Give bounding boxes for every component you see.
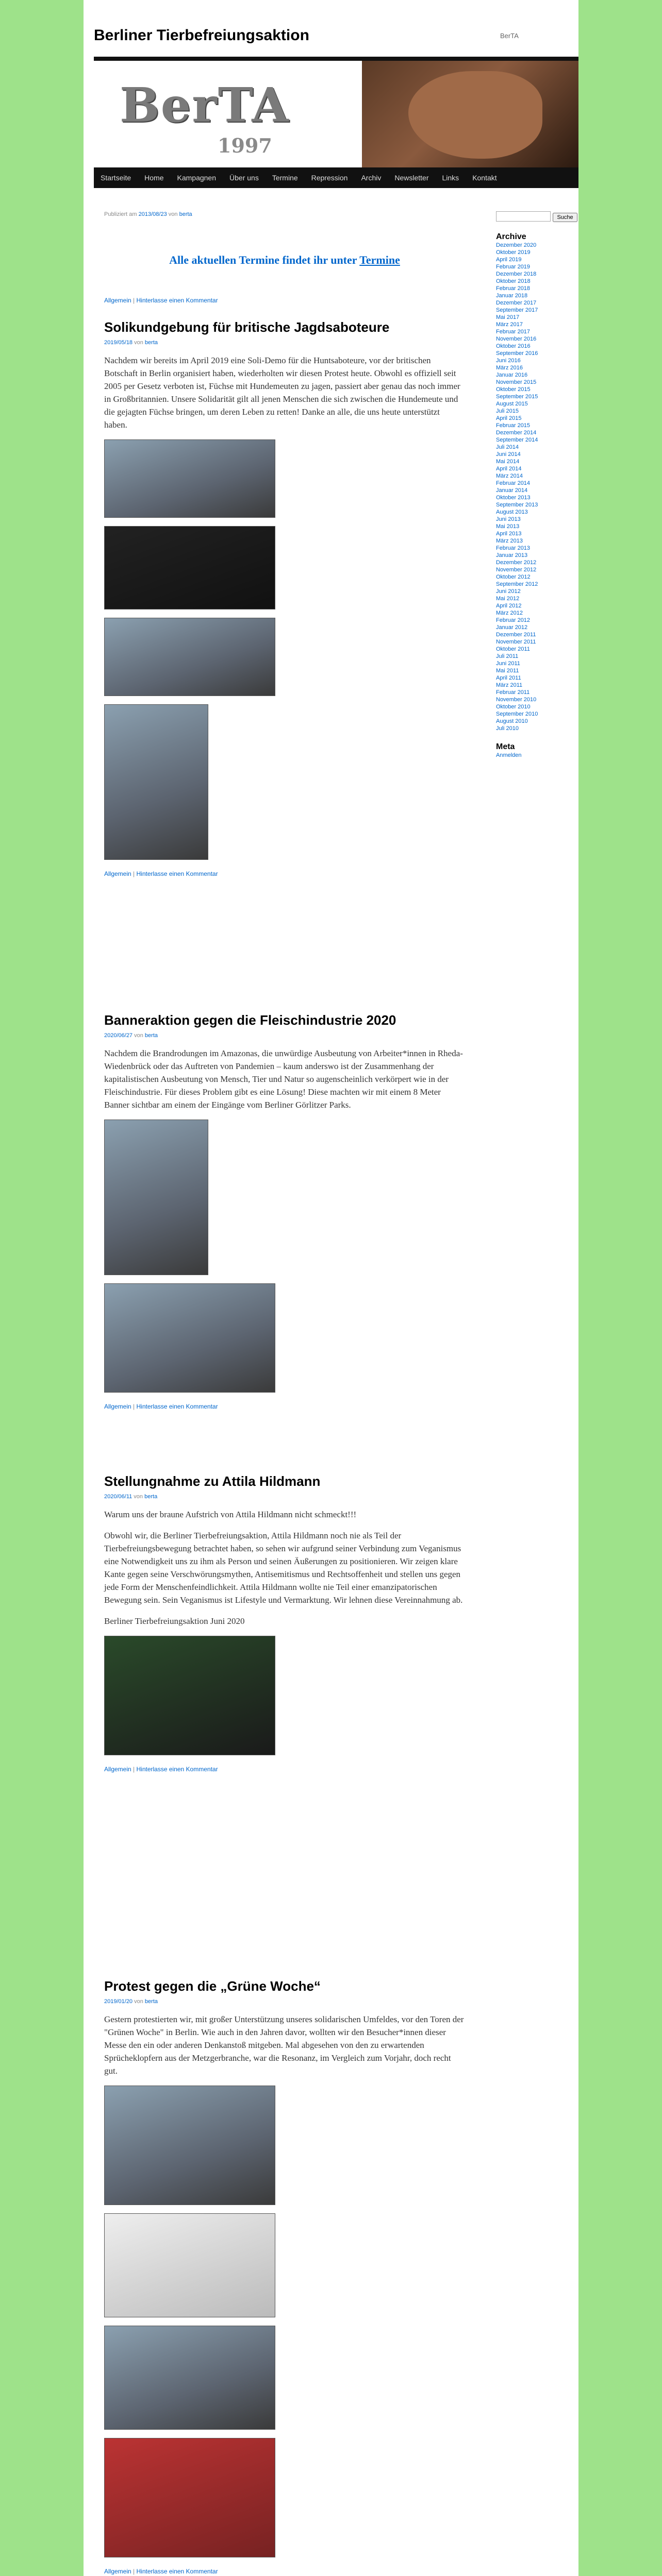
archive-link[interactable]: Februar 2018 <box>496 285 531 292</box>
archive-link[interactable]: April 2014 <box>496 465 522 472</box>
archive-link[interactable]: Januar 2012 <box>496 624 528 631</box>
nav-item-archiv[interactable]: Archiv <box>361 174 382 182</box>
archive-link[interactable]: Oktober 2010 <box>496 703 531 710</box>
post-author-link[interactable]: berta <box>144 1494 158 1500</box>
archive-link[interactable]: September 2014 <box>496 436 538 443</box>
post-utility: Allgemein | Hinterlasse einen Kommentar <box>104 870 218 877</box>
archive-link[interactable]: August 2013 <box>496 509 528 515</box>
archive-link[interactable]: Juni 2014 <box>496 451 521 457</box>
nav-item-kontakt[interactable]: Kontakt <box>472 174 497 182</box>
category-link[interactable]: Allgemein <box>104 2568 131 2575</box>
meta-list <box>496 752 578 759</box>
nav-item-kampagnen[interactable]: Kampagnen <box>177 174 217 182</box>
site-title[interactable]: Berliner Tierbefreiungsaktion <box>94 27 309 44</box>
archive-link[interactable]: Dezember 2012 <box>496 559 537 566</box>
archive-link[interactable]: Mai 2011 <box>496 667 519 674</box>
post-image[interactable] <box>104 1636 275 1755</box>
archive-link[interactable]: Dezember 2020 <box>496 242 537 248</box>
post-date-link[interactable]: 2020/06/27 <box>104 1032 133 1039</box>
cow-head-shape <box>408 71 542 159</box>
archive-link[interactable]: Februar 2012 <box>496 617 531 623</box>
post-utility: Allgemein | Hinterlasse einen Kommentar <box>104 1403 218 1410</box>
content-area <box>104 211 465 2575</box>
archive-link[interactable]: März 2014 <box>496 472 523 479</box>
archive-link[interactable]: Oktober 2015 <box>496 386 531 393</box>
post-title[interactable]: Banneraktion gegen die Fleischindustrie 2020 <box>104 1012 396 1028</box>
archive-link[interactable]: Februar 2013 <box>496 545 531 551</box>
archive-link[interactable]: November 2010 <box>496 696 537 703</box>
category-link[interactable]: Allgemein <box>104 1403 131 1410</box>
archive-link[interactable]: Februar 2011 <box>496 689 530 696</box>
post-meta: 2019/01/20 von berta <box>104 1998 158 2005</box>
post-meta: 2019/05/18 von berta <box>104 340 158 346</box>
archive-link[interactable]: Oktober 2016 <box>496 343 531 349</box>
post-image[interactable] <box>104 526 275 609</box>
post-image[interactable] <box>104 2086 275 2205</box>
sticky-meta <box>104 211 465 217</box>
post-utility: Allgemein | Hinterlasse einen Kommentar <box>104 2568 218 2575</box>
archive-link[interactable]: Juni 2016 <box>496 357 521 364</box>
archive-title: Archive <box>496 232 526 241</box>
post-utility: Allgemein | Hinterlasse einen Kommentar <box>104 1766 218 1773</box>
post-date-link[interactable]: 2020/06/11 <box>104 1494 133 1500</box>
post-meta: 2020/06/11 von berta <box>104 1494 158 1500</box>
nav-item-links[interactable]: Links <box>442 174 459 182</box>
archive-link[interactable]: September 2017 <box>496 307 538 313</box>
archive-link[interactable]: Juli 2015 <box>496 408 519 414</box>
post-image[interactable] <box>104 1120 208 1275</box>
archive-link[interactable]: Februar 2015 <box>496 422 531 429</box>
archive-link[interactable]: Januar 2014 <box>496 487 528 494</box>
archive-link[interactable]: Januar 2018 <box>496 292 528 299</box>
meta-title: Meta <box>496 742 515 751</box>
post-body: Nachdem die Brandrodungen im Amazonas, die unwürdige Ausbeutung von Arbeiter*innen in Rheda-Wiedenbrück oder das Auftreten von Pandemien – kaum anderswo ist der Zusammenhang der kapitalistischen Ausbeutung von Mensch, Tier und Natur so augenscheinlich verkörpert wie in der Fleischindustrie. Für dieses Problem gibt es eine Lösung! Diese machten wir mit einem 8 Meter Banner sichtbar am einem der Eingänge vom Berliner Görlitzer Parks. <box>104 1048 463 1110</box>
category-link[interactable]: Allgemein <box>104 297 131 304</box>
archive-link[interactable]: April 2012 <box>496 602 522 609</box>
archive-link[interactable]: Oktober 2012 <box>496 573 531 580</box>
archive-link[interactable]: Juli 2010 <box>496 725 519 732</box>
post-title[interactable]: Protest gegen die „Grüne Woche“ <box>104 1978 321 1994</box>
header-banner <box>94 57 578 167</box>
archive-link[interactable]: Januar 2013 <box>496 552 528 558</box>
archive-link[interactable]: Dezember 2014 <box>496 429 537 436</box>
archive-list <box>496 242 578 732</box>
published-prefix: Publiziert am <box>104 211 137 217</box>
post-image[interactable] <box>104 439 275 518</box>
archive-link[interactable]: Mai 2012 <box>496 595 520 602</box>
post-image[interactable] <box>104 2326 275 2430</box>
archive-link[interactable]: September 2010 <box>496 710 538 717</box>
archive-link[interactable]: Mai 2017 <box>496 314 520 320</box>
archive-link[interactable]: Juli 2014 <box>496 444 519 450</box>
archive-link[interactable]: Oktober 2011 <box>496 646 530 652</box>
sidebar <box>496 211 578 759</box>
comment-link[interactable]: Hinterlasse einen Kommentar <box>136 297 218 304</box>
post-title[interactable]: Solikundgebung für britische Jagdsaboteure <box>104 319 390 335</box>
comment-link[interactable]: Hinterlasse einen Kommentar <box>136 870 218 877</box>
archive-link[interactable]: November 2011 <box>496 638 536 645</box>
category-link[interactable]: Allgemein <box>104 1766 131 1773</box>
archive-link[interactable]: März 2013 <box>496 537 523 544</box>
berta-logo: BerTA <box>120 77 290 133</box>
nav-item-repression[interactable]: Repression <box>311 174 348 182</box>
nav-item-ueber-uns[interactable]: Über uns <box>229 174 259 182</box>
post-title[interactable]: Stellungnahme zu Attila Hildmann <box>104 1473 321 1489</box>
archive-link[interactable]: September 2016 <box>496 350 538 357</box>
archive-link[interactable]: April 2019 <box>496 256 522 263</box>
post-image[interactable] <box>104 1283 275 1393</box>
archive-link[interactable]: Dezember 2018 <box>496 270 537 277</box>
post-3 <box>104 1473 465 1773</box>
site-description: BerTA <box>500 32 519 40</box>
sticky-utility: Allgemein | Hinterlasse einen Kommentar <box>104 297 218 304</box>
post-author-link[interactable]: berta <box>144 1998 158 2005</box>
post-date-link[interactable]: 2019/05/18 <box>104 340 133 346</box>
post-author-link[interactable]: berta <box>179 211 192 217</box>
archive-link[interactable]: Februar 2019 <box>496 263 531 270</box>
archive-link[interactable]: Februar 2017 <box>496 328 531 335</box>
archive-link[interactable]: März 2012 <box>496 609 523 616</box>
archive-link[interactable]: Mai 2014 <box>496 458 520 465</box>
archive-link[interactable]: März 2017 <box>496 321 523 328</box>
post-body: Gestern protestierten wir, mit großer Unterstützung unseres solidarischen Umfeldes, vor den Toren der "Grünen Woche" in Berlin. Wie auch in den Jahren davor, wollten wir den Besucher*innen dieser Messe den ein oder anderen Denkanstoß mitgeben. Mal abgesehen von den zu erwartenden Sprücheklopfern aus der Metzgerbranche, war die Resonanz, im Vergleich zum Vorjahr, doch recht gut. <box>104 2014 464 2076</box>
post-image[interactable] <box>104 2438 275 2557</box>
archive-link[interactable]: März 2016 <box>496 364 523 371</box>
post-1 <box>104 319 465 877</box>
archive-link[interactable]: Juni 2013 <box>496 516 521 522</box>
comment-link[interactable]: Hinterlasse einen Kommentar <box>136 1403 218 1410</box>
search-button[interactable]: Suche <box>553 213 577 222</box>
archive-link[interactable]: April 2015 <box>496 415 522 421</box>
comment-link[interactable]: Hinterlasse einen Kommentar <box>136 2568 218 2575</box>
page-wrapper <box>84 0 578 2576</box>
archive-link[interactable]: September 2015 <box>496 393 538 400</box>
post-date-link[interactable]: 2013/08/23 <box>138 211 167 217</box>
post-signature: Berliner Tierbefreiungsaktion Juni 2020 <box>104 1616 245 1626</box>
archive-link[interactable]: März 2011 <box>496 682 523 688</box>
post-image[interactable] <box>104 704 208 860</box>
archive-link[interactable]: August 2015 <box>496 400 528 407</box>
archive-link[interactable]: Januar 2016 <box>496 371 528 378</box>
archive-link[interactable]: Juni 2011 <box>496 660 520 667</box>
archive-link[interactable]: Juni 2012 <box>496 588 521 595</box>
post-meta: 2020/06/27 von berta <box>104 1032 158 1039</box>
post-4 <box>104 1978 465 2575</box>
archive-link[interactable]: Dezember 2017 <box>496 299 537 306</box>
archive-link[interactable]: November 2012 <box>496 566 537 573</box>
termine-notice <box>104 253 465 267</box>
category-link[interactable]: Allgemein <box>104 870 131 877</box>
archive-link[interactable]: Oktober 2013 <box>496 494 531 501</box>
meta-link[interactable]: Anmelden <box>496 752 522 758</box>
archive-link[interactable]: September 2012 <box>496 581 538 587</box>
post-date-link[interactable]: 2019/01/20 <box>104 1998 133 2005</box>
archive-link[interactable]: April 2011 <box>496 674 521 681</box>
post-2 <box>104 1012 465 1410</box>
nav-item-termine[interactable]: Termine <box>272 174 298 182</box>
by-label: von <box>168 211 178 217</box>
post-author-link[interactable]: berta <box>144 340 158 346</box>
archive-link[interactable]: November 2015 <box>496 379 537 385</box>
archive-link[interactable]: Dezember 2011 <box>496 631 536 638</box>
comment-link[interactable]: Hinterlasse einen Kommentar <box>136 1766 218 1773</box>
archive-link[interactable]: Oktober 2018 <box>496 278 531 284</box>
archive-link[interactable]: Mai 2013 <box>496 523 520 530</box>
archive-link[interactable]: Juli 2011 <box>496 653 519 659</box>
post-intro: Warum uns der braune Aufstrich von Attila Hildmann nicht schmeckt!!! <box>104 1510 357 1519</box>
post-image[interactable] <box>104 2213 275 2317</box>
archive-link[interactable]: April 2013 <box>496 530 522 537</box>
archive-link[interactable]: August 2010 <box>496 718 528 724</box>
archive-link[interactable]: Oktober 2019 <box>496 249 531 256</box>
archive-link[interactable]: September 2013 <box>496 501 538 508</box>
main-navigation <box>94 167 578 188</box>
cow-photo <box>362 61 578 167</box>
termine-link[interactable]: Termine <box>359 253 400 266</box>
nav-item-newsletter[interactable]: Newsletter <box>394 174 429 182</box>
post-author-link[interactable]: berta <box>144 1032 158 1039</box>
search-input[interactable] <box>496 211 551 222</box>
post-image[interactable] <box>104 618 275 696</box>
termine-text: Alle aktuellen Termine findet ihr unter <box>169 253 357 266</box>
banner-top-bar <box>94 57 578 61</box>
nav-item-startseite[interactable]: Startseite <box>101 174 131 182</box>
berta-logo-year: 1997 <box>218 134 272 157</box>
archive-link[interactable]: November 2016 <box>496 335 537 342</box>
post-body: Nachdem wir bereits im April 2019 eine Soli-Demo für die Huntsaboteure, vor der britischen Botschaft in Berlin organisiert haben, wiederholten wir diesen Protest heute. Obwohl es offiziell seit 2005 per Gesetz verboten ist, Füchse mit Hundemeuten zu jagen, passiert aber genau das noch immer in Großbritannien. Unsere Solidarität gilt all jenen Menschen die sich zwischen die Hundemeute und die gejagten Füchse bringen, um deren Leben zu retten! Danke an alle, die uns heute unterstützt haben. <box>104 355 460 430</box>
post-body: Obwohl wir, die Berliner Tierbefreiungsaktion, Attila Hildmann noch nie als Teil der Tierbefreiungsbewegung betrachtet haben, so sehen wir aufgrund seiner Verbindung zum Veganismus eine Notwendigkeit uns zu ihm als Person und seinen Äußerungen zu positionieren. Wir zeigen klare Kante gegen seine Verschwörungsmythen, Antisemitismus und Rechtsoffenheit und stellen uns gegen jede Form der Menschenfeindlichkeit. Attila Hildmann wollte nie Teil einer emanzipatorischen Bewegung sein. Sein Veganismus ist Lifestyle und Vermarktung. Wir lehnen diese Vereinnahmung ab. <box>104 1531 463 1605</box>
archive-link[interactable]: Februar 2014 <box>496 480 531 486</box>
search-widget <box>496 211 578 222</box>
nav-item-home[interactable]: Home <box>144 174 164 182</box>
